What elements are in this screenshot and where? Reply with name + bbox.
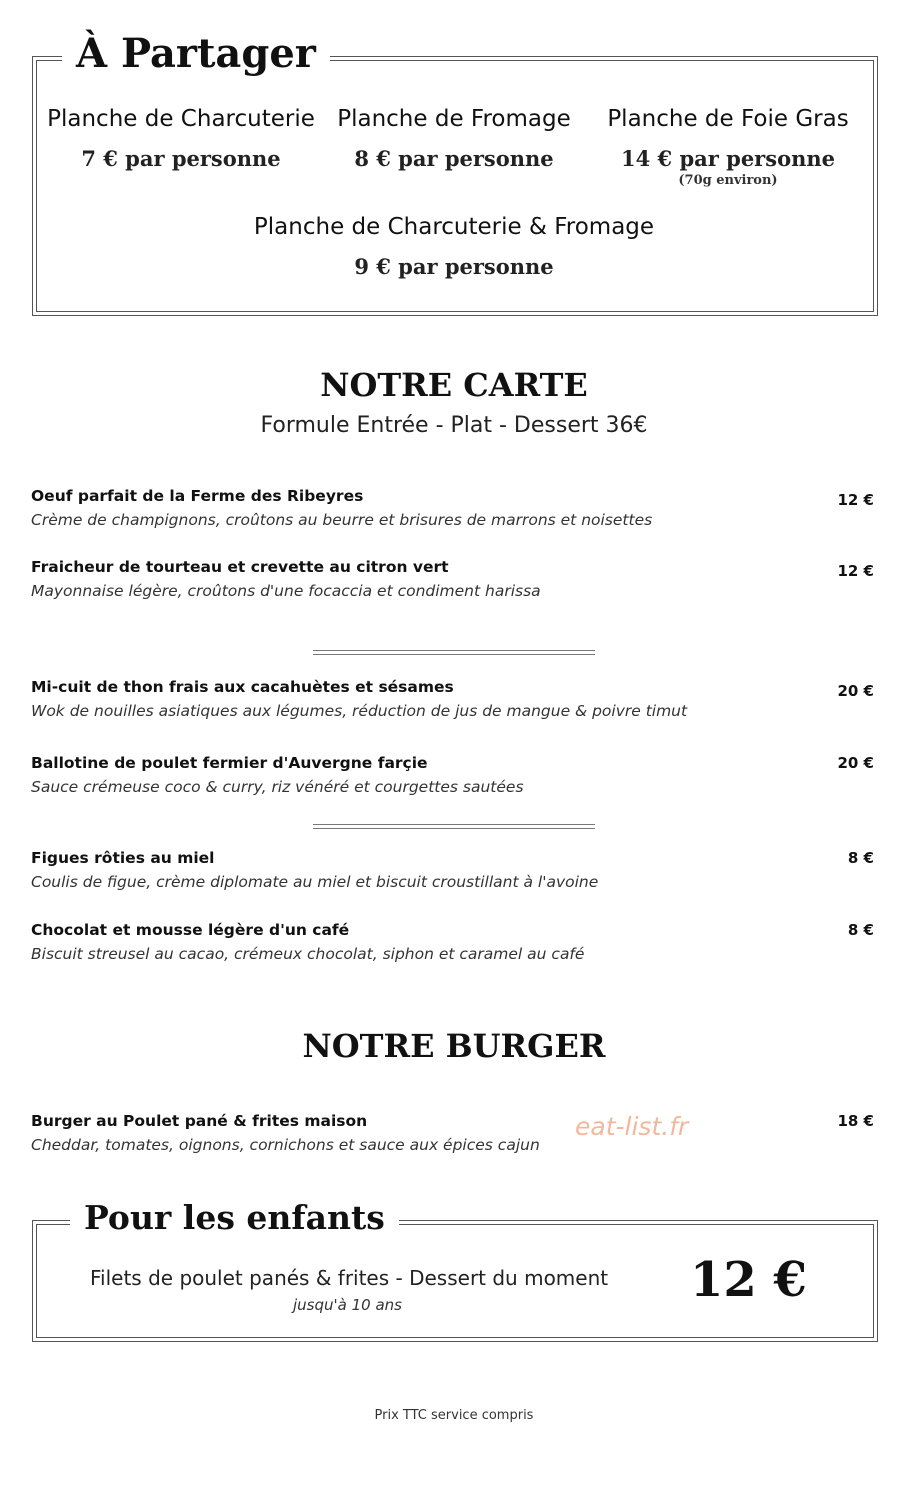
kids-age-note: jusqu'à 10 ans: [293, 1296, 402, 1314]
share-item-name: Planche de Charcuterie & Fromage: [253, 214, 655, 240]
menu-item-name: Ballotine de poulet fermier d'Auvergne farçie: [31, 754, 428, 772]
menu-item-price: 8 €: [847, 921, 874, 939]
menu-item-price: 12 €: [837, 562, 874, 580]
share-item-name: Planche de Foie Gras: [607, 106, 849, 132]
menu-item-name: Chocolat et mousse légère d'un café: [31, 921, 350, 939]
share-item-price: 7 € par personne: [81, 146, 281, 171]
burger-title: NOTRE BURGER: [302, 1027, 606, 1065]
menu-item-description: Cheddar, tomates, oignons, cornichons et sauce aux épices cajun: [31, 1136, 540, 1154]
share-item-charcuterie-fromage: [200, 214, 708, 279]
menu-item-description: Sauce crémeuse coco & curry, riz vénéré et courgettes sautées: [31, 778, 524, 796]
menu-item-name: Burger au Poulet pané & frites maison: [31, 1112, 368, 1130]
menu-item-price: 18 €: [837, 1112, 874, 1130]
menu-item-description: Wok de nouilles asiatiques aux légumes, réduction de jus de mangue & poivre timut: [31, 702, 688, 720]
menu-item-price: 12 €: [837, 491, 874, 509]
share-item-price: 14 € par personne: [621, 146, 835, 171]
menu-item-description: Crème de champignons, croûtons au beurre et brisures de marrons et noisettes: [31, 511, 653, 529]
menu-item: [31, 678, 877, 720]
share-item-price: 9 € par personne: [354, 254, 554, 279]
section-divider: [313, 650, 595, 655]
kids-section-title: Pour les enfants: [70, 1198, 399, 1237]
watermark: eat-list.fr: [575, 1112, 689, 1141]
menu-item: [31, 921, 877, 963]
share-item-charcuterie: [40, 106, 322, 171]
share-item-name: Planche de Charcuterie: [47, 106, 315, 132]
menu-item: [31, 487, 877, 529]
menu-item: [31, 1112, 877, 1154]
menu-item-name: Figues rôties au miel: [31, 849, 215, 867]
share-item-price: 8 € par personne: [354, 146, 554, 171]
menu-item-name: Fraicheur de tourteau et crevette au citron vert: [31, 558, 449, 576]
menu-item: [31, 849, 877, 891]
kids-price: 12 €: [690, 1252, 807, 1308]
menu-item-description: Mayonnaise légère, croûtons d'une focaccia et condiment harissa: [31, 582, 541, 600]
menu-item-name: Mi-cuit de thon frais aux cacahuètes et sésames: [31, 678, 454, 696]
menu-item: [31, 754, 877, 796]
menu-item: [31, 558, 877, 600]
menu-item-price: 20 €: [837, 682, 874, 700]
menu-item-name: Oeuf parfait de la Ferme des Ribeyres: [31, 487, 364, 505]
carte-formula: Formule Entrée - Plat - Dessert 36€: [260, 413, 648, 438]
share-item-foie-gras: [590, 106, 866, 188]
share-item-name: Planche de Fromage: [337, 106, 571, 132]
menu-item-description: Biscuit streusel au cacao, crémeux chocolat, siphon et caramel au café: [31, 945, 585, 963]
share-item-note: (70g environ): [678, 173, 778, 188]
share-item-fromage: [322, 106, 586, 171]
footer-note: Prix TTC service compris: [374, 1408, 534, 1423]
menu-item-description: Coulis de figue, crème diplomate au miel et biscuit croustillant à l'avoine: [31, 873, 599, 891]
section-divider: [313, 824, 595, 829]
share-section-title: À Partager: [62, 30, 330, 77]
kids-menu-description: Filets de poulet panés & frites - Dessert du moment: [90, 1266, 609, 1290]
carte-title: NOTRE CARTE: [320, 366, 588, 404]
menu-item-price: 20 €: [837, 754, 874, 772]
menu-item-price: 8 €: [847, 849, 874, 867]
